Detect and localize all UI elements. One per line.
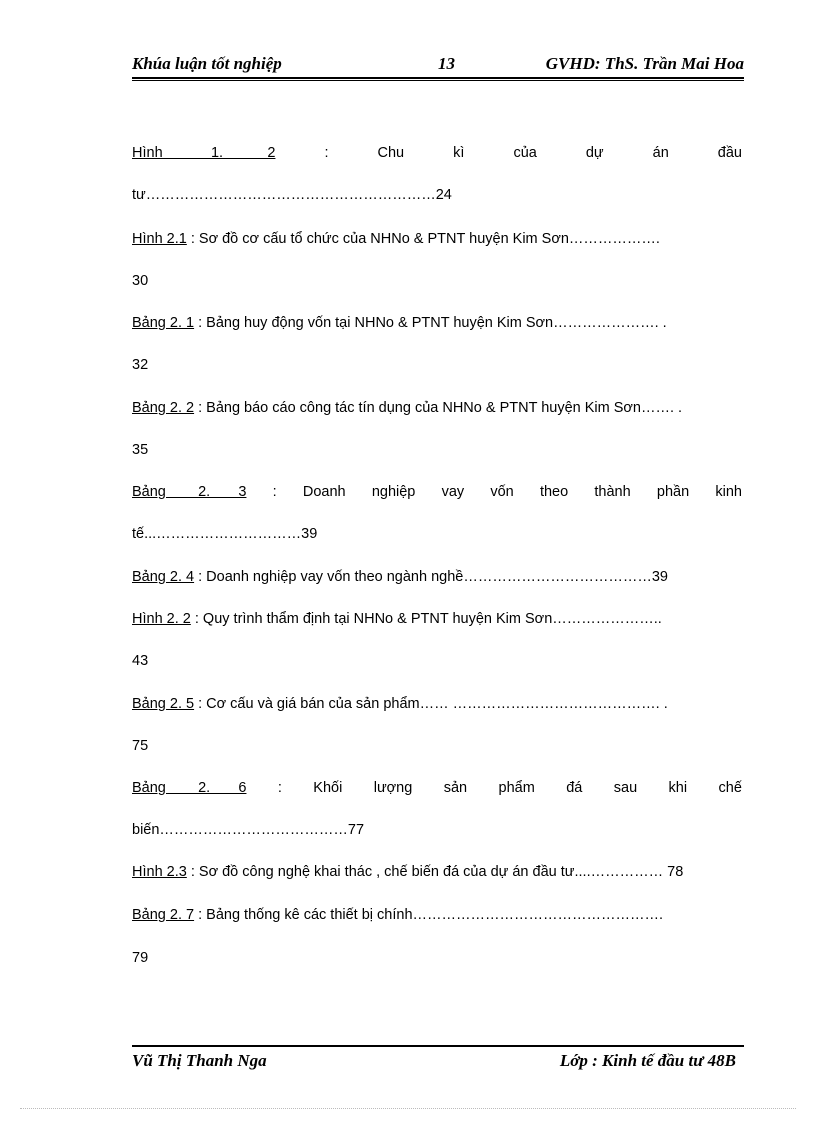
toc-text: : Bảng huy động vốn tại NHNo & PTNT huyện Kim Sơn…………………. .: [194, 315, 667, 331]
toc-page-number: 35: [132, 442, 149, 458]
page-bottom-border: [20, 1108, 796, 1109]
toc-entry-11: [132, 904, 742, 926]
toc-entry-7: [132, 608, 742, 630]
toc-entry-1: [132, 142, 742, 164]
toc-label[interactable]: Bảng 2. 2: [132, 400, 195, 416]
toc-page-number: 79: [132, 950, 149, 966]
toc-entry-10: [132, 861, 742, 883]
footer-author: Vũ Thị Thanh Nga: [132, 1051, 267, 1070]
toc-label-hinh-1-2[interactable]: Hình 1. 2: [132, 145, 276, 161]
toc-label[interactable]: Bảng 2. 1: [132, 315, 195, 331]
toc-label[interactable]: Hình 2.1: [132, 231, 187, 247]
toc-label-bang-2-3[interactable]: Bảng 2. 3: [132, 484, 247, 500]
toc-text: : Quy trình thẩm định tại NHNo & PTNT huyện Kim Sơn…………………..: [190, 611, 662, 627]
toc-page-number: 30: [132, 273, 149, 289]
toc-entry-9: [132, 777, 742, 799]
toc-label-bang-2-6[interactable]: Bảng 2. 6: [132, 780, 247, 796]
toc-page-number: 43: [132, 653, 149, 669]
toc-entry-6: [132, 566, 742, 588]
toc-entry-1-cont: tư……………………………………………………24: [132, 187, 452, 203]
toc-entry-9-row: Bảng 2. 6 : Khối lượng sản phẩm đá sau khi chế: [132, 777, 742, 799]
toc-entry-8: [132, 693, 742, 715]
header-thesis-title: Khúa luận tốt nghiệp: [132, 54, 282, 73]
toc-label[interactable]: Bảng 2. 5: [132, 696, 195, 712]
toc-text: : Sơ đồ cơ cấu tổ chức của NHNo & PTNT huyện Kim Sơn……………….: [186, 231, 660, 247]
footer-class: Lớp : Kinh tế đầu tư 48B: [559, 1051, 736, 1070]
header-page-number: 13: [438, 54, 455, 73]
toc-page-number: 75: [132, 738, 149, 754]
header-supervisor: GVHD: ThS. Trần Mai Hoa: [545, 54, 744, 73]
toc-text: : Cơ cấu và giá bán của sản phẩm…… ……………………………………. .: [194, 696, 668, 712]
toc-text: : Sơ đồ công nghệ khai thác , chế biến đá của dự án đầu tư....…………… 78: [186, 864, 684, 880]
toc-entry-3: [132, 312, 742, 334]
footer-rule: [132, 1045, 744, 1047]
toc-entry-5: [132, 481, 742, 503]
toc-entry-9-cont: biến…………………………………77: [132, 822, 365, 838]
toc-label[interactable]: Hình 2.3: [132, 864, 187, 880]
toc-text: : Bảng báo cáo công tác tín dụng của NHNo & PTNT huyện Kim Sơn……. .: [194, 400, 683, 416]
toc-entry-5-cont: tế...…………………………39: [132, 526, 318, 542]
toc-label[interactable]: Hình 2. 2: [132, 611, 191, 627]
header-rule-thin: [132, 80, 744, 81]
header-rule: [132, 77, 744, 79]
toc-entry-5-row: Bảng 2. 3 : Doanh nghiệp vay vốn theo thành phần kinh: [132, 481, 742, 503]
toc-text: : Doanh nghiệp vay vốn theo ngành nghề…………………………………39: [194, 569, 668, 585]
toc-entry-1-row: Hình 1. 2 : Chu kì của dự án đầu: [132, 142, 742, 164]
toc-label[interactable]: Bảng 2. 4: [132, 569, 195, 585]
page-header: [132, 54, 744, 76]
page-footer: [132, 1051, 736, 1073]
toc-page-number: 32: [132, 357, 149, 373]
toc-entry-2: [132, 228, 742, 250]
toc-entry-4: [132, 397, 742, 419]
toc-label[interactable]: Bảng 2. 7: [132, 907, 195, 923]
toc-text: : Bảng thống kê các thiết bị chính…………………………………………….: [194, 907, 664, 923]
